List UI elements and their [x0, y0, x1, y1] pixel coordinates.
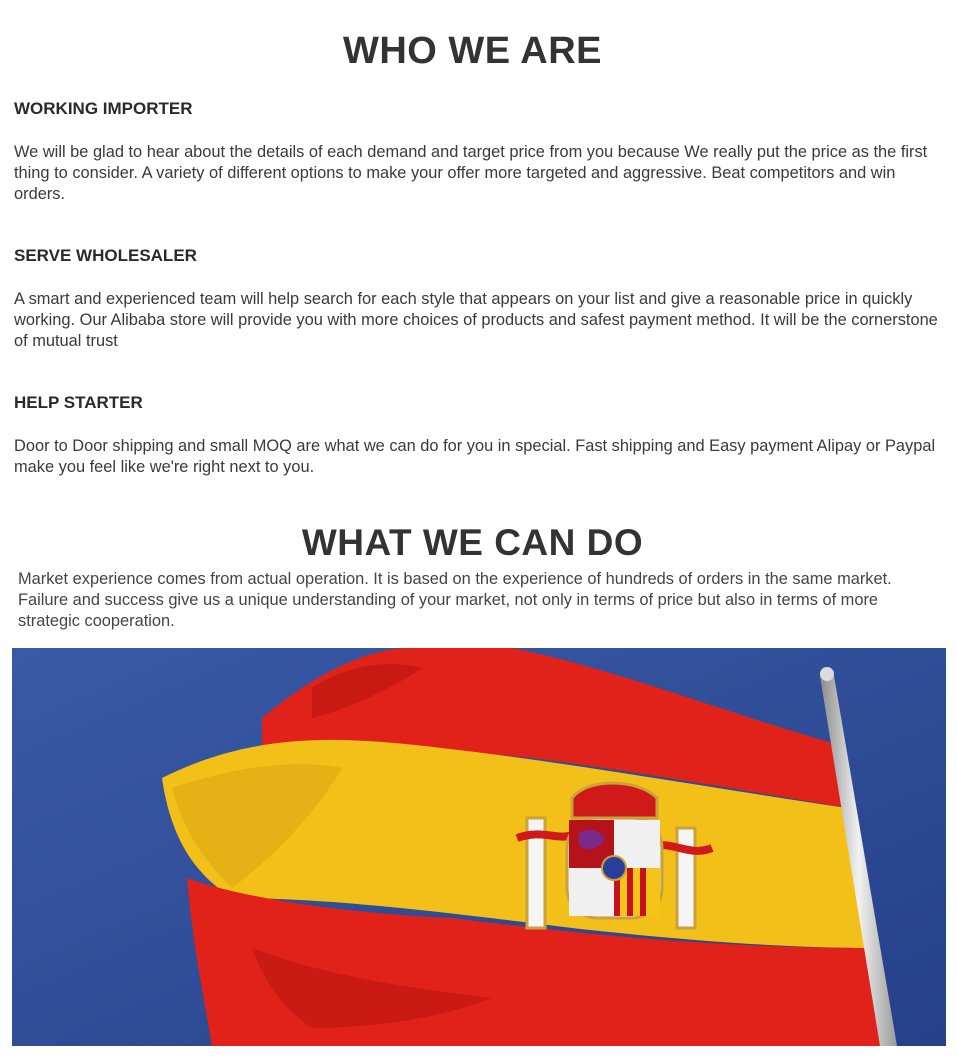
section-text-help-starter: Door to Door shipping and small MOQ are what we can do for you in special. Fast shipping and Easy payment Alipay or Paypal make you feel like we're right next to you. — [14, 437, 936, 476]
section-heading-help-starter: HELP STARTER — [14, 393, 143, 412]
who-we-are-title: WHO WE ARE — [342, 30, 602, 72]
section-heading-serve-wholesaler: SERVE WHOLESALER — [14, 246, 197, 265]
what-we-can-do-title: WHAT WE CAN DO — [301, 522, 644, 563]
what-we-can-do-text: Market experience comes from actual operation. It is based on the experience of hundreds of orders in the same market. Failure and success give us a unique understanding of your market, not only in terms of price but also in terms of more strategic cooperation. — [18, 570, 892, 630]
section-text-working-importer: We will be glad to hear about the details of each demand and target price from you because We really put the price as the first thing to consider. A variety of different options to make your offer more targeted and aggressive. Beat competitors and win orders. — [14, 143, 928, 203]
section-heading-working-importer: WORKING IMPORTER — [14, 99, 193, 118]
section-text-serve-wholesaler: A smart and experienced team will help search for each style that appears on your list and give a reasonable price in quickly working. Our Alibaba store will provide you with more choices of products and safest payment method. It will be the cornerstone of mutual trust — [14, 290, 938, 350]
spanish-flag-photo — [12, 648, 946, 1046]
